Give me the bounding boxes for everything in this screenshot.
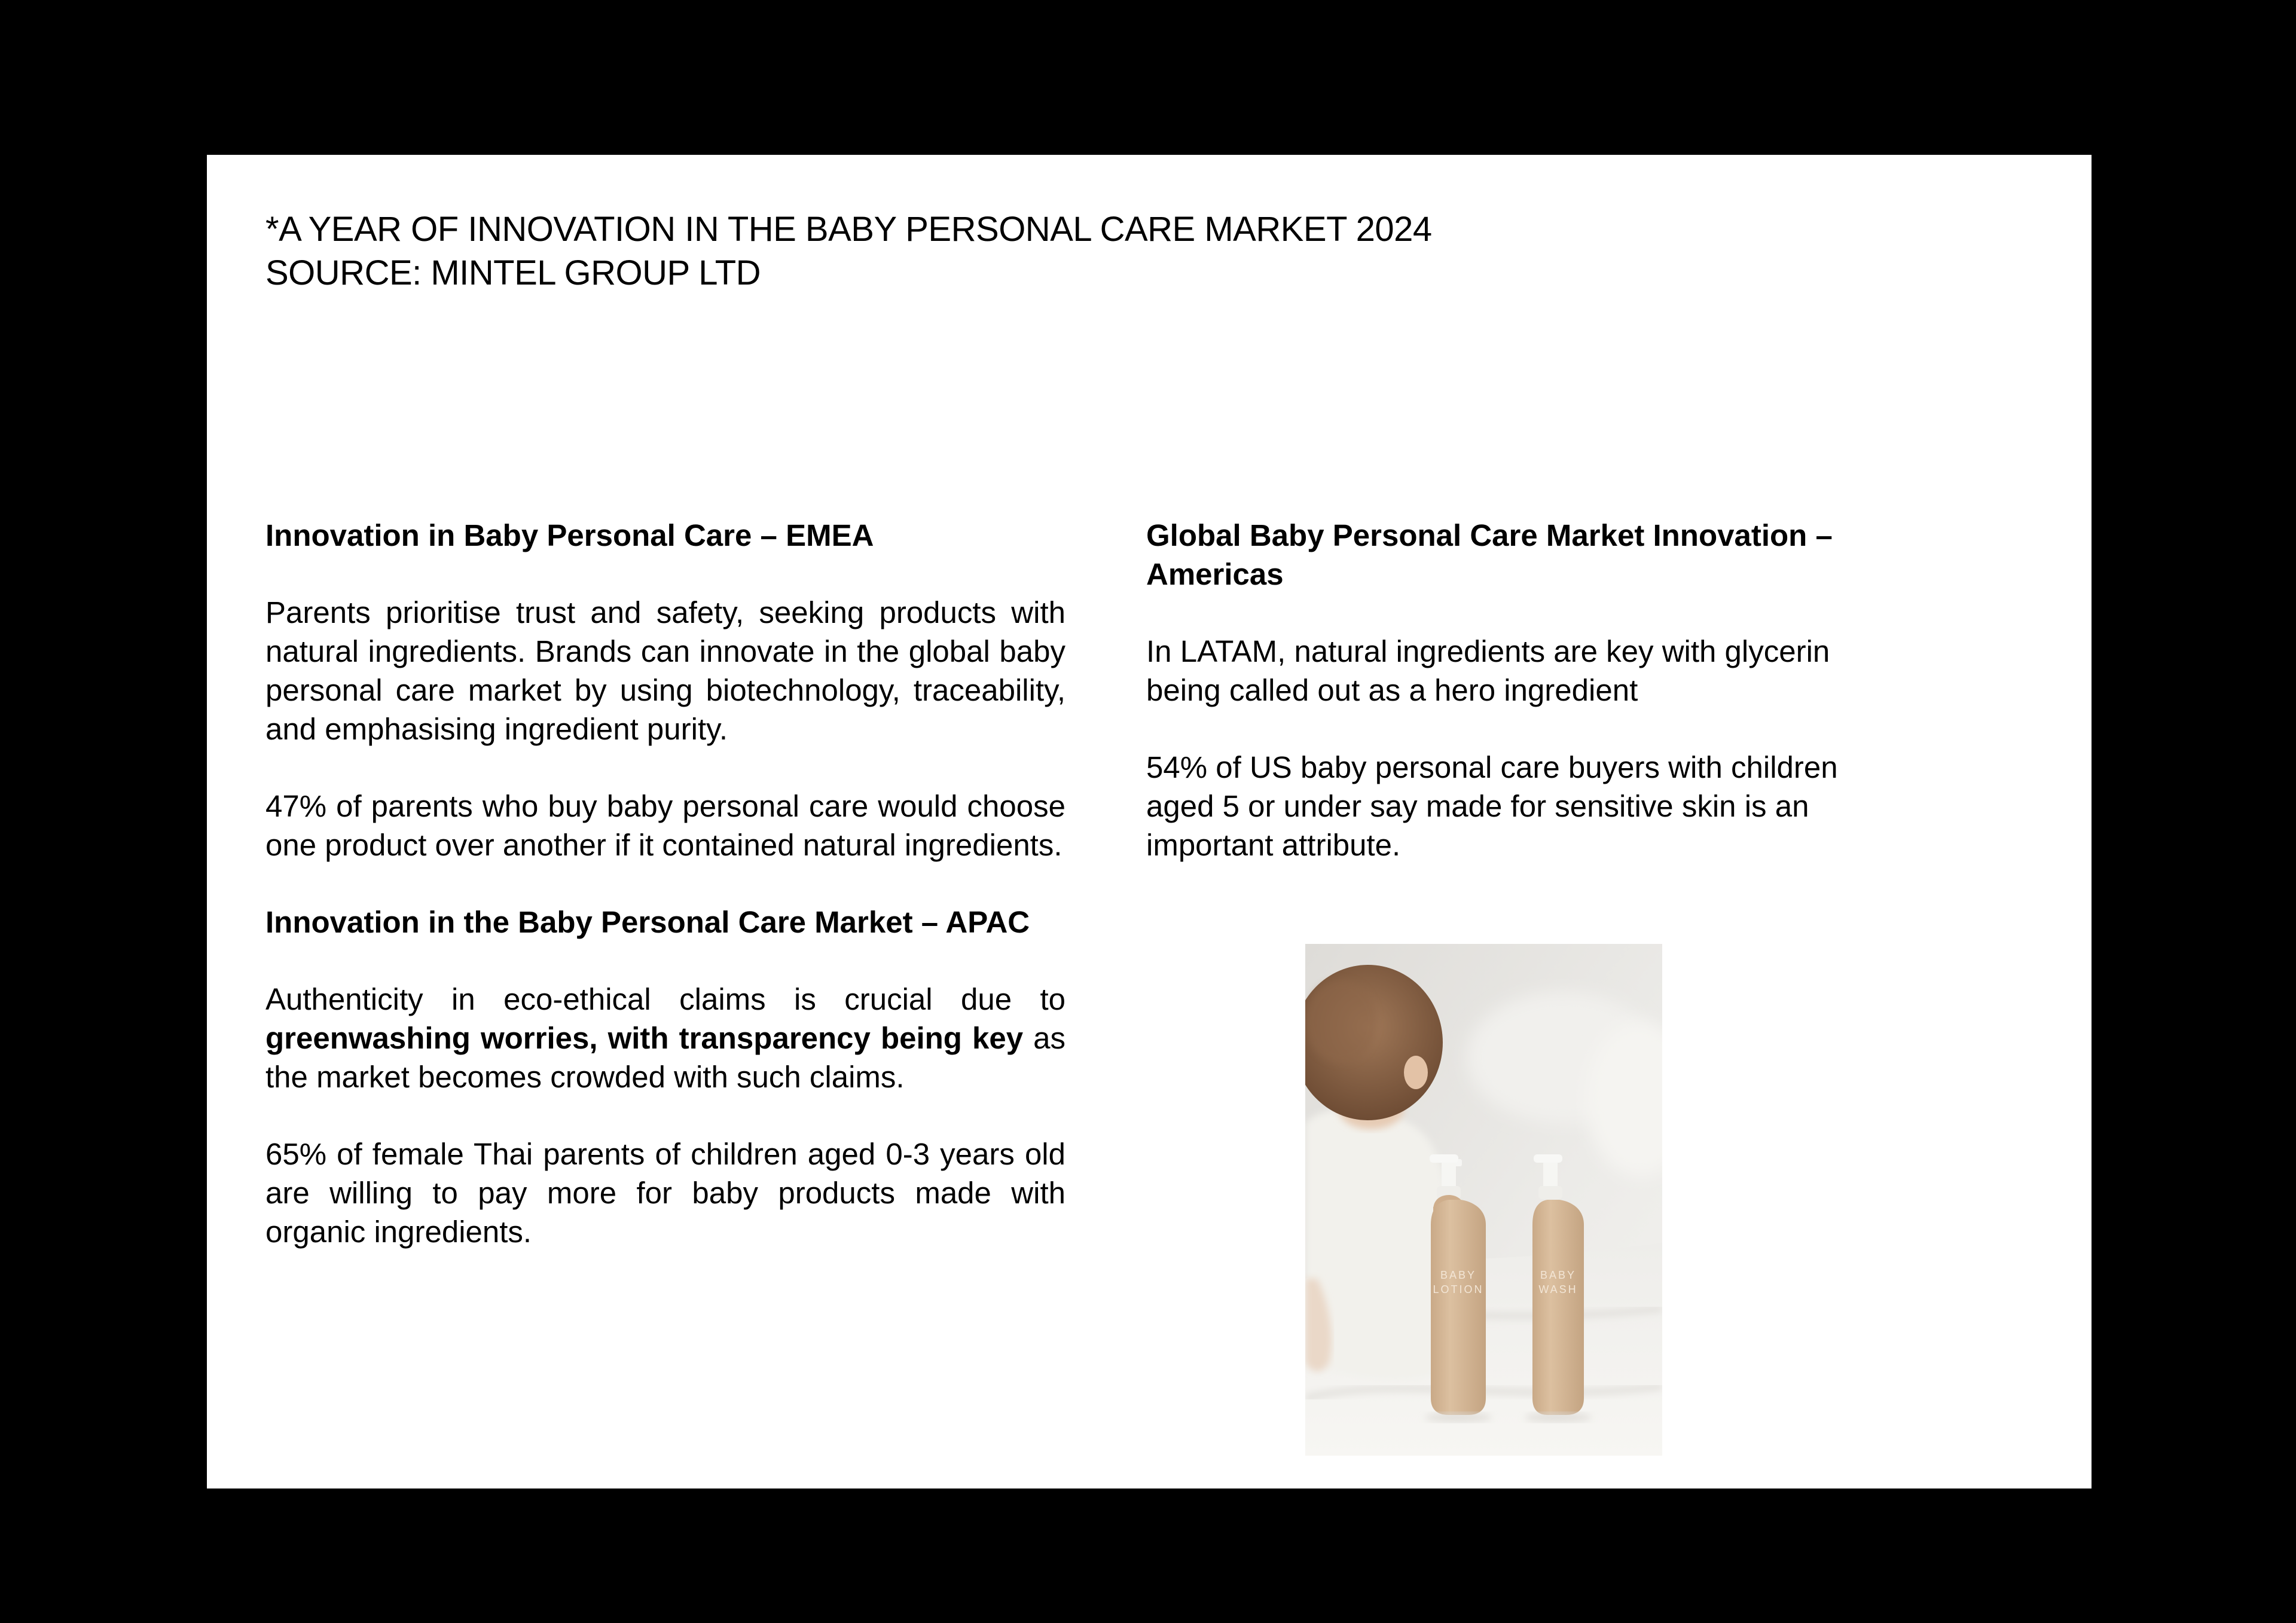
apac-paragraph-2: 65% of female Thai parents of children aged 0-3 years old are willing to pay more for baby products made with organic ingredients. <box>265 1137 1065 1249</box>
apac-paragraph-1-end: as the market becomes crowded with such claims. <box>265 1021 1065 1094</box>
emea-heading: Innovation in Baby Personal Care – EMEA <box>265 518 874 552</box>
apac-paragraph-1 <box>265 980 1065 1096</box>
report-source: SOURCE: MINTEL GROUP LTD <box>265 253 761 292</box>
baby-with-bottles-image <box>1305 944 1662 1456</box>
emea-paragraph-2: 47% of parents who buy baby personal care would choose one product over another if it contained natural ingredients. <box>265 789 1065 862</box>
emea-paragraph-1: Parents prioritise trust and safety, seeking products with natural ingredients. Brands can innovate in the global baby personal care market by using biotechnology, traceability, and emphasising ingredient purity. <box>265 595 1065 746</box>
slide-header <box>265 207 1432 295</box>
left-column <box>265 516 1065 1289</box>
apac-heading: Innovation in the Baby Personal Care Market – APAC <box>265 905 1030 939</box>
svg-text:BABY: BABY <box>1440 1269 1477 1281</box>
svg-text:BABY: BABY <box>1540 1269 1577 1281</box>
report-title: *A YEAR OF INNOVATION IN THE BABY PERSONAL CARE MARKET 2024 <box>265 210 1432 249</box>
americas-paragraph-2: 54% of US baby personal care buyers with children aged 5 or under say made for sensitive skin is an important attribute. <box>1146 750 1838 862</box>
svg-text:LOTION: LOTION <box>1433 1283 1484 1295</box>
americas-heading: Global Baby Personal Care Market Innovation – Americas <box>1146 518 1833 591</box>
product-photo <box>1305 944 1662 1456</box>
americas-paragraph-1: In LATAM, natural ingredients are key with glycerin being called out as a hero ingredient <box>1146 634 1830 707</box>
right-column <box>1146 516 1845 903</box>
apac-paragraph-1-start: Authenticity in eco-ethical claims is crucial due to <box>265 982 1065 1016</box>
apac-paragraph-1-bold: greenwashing worries, with transparency being key <box>265 1021 1024 1055</box>
slide <box>207 155 2092 1488</box>
svg-text:WASH: WASH <box>1538 1283 1578 1295</box>
